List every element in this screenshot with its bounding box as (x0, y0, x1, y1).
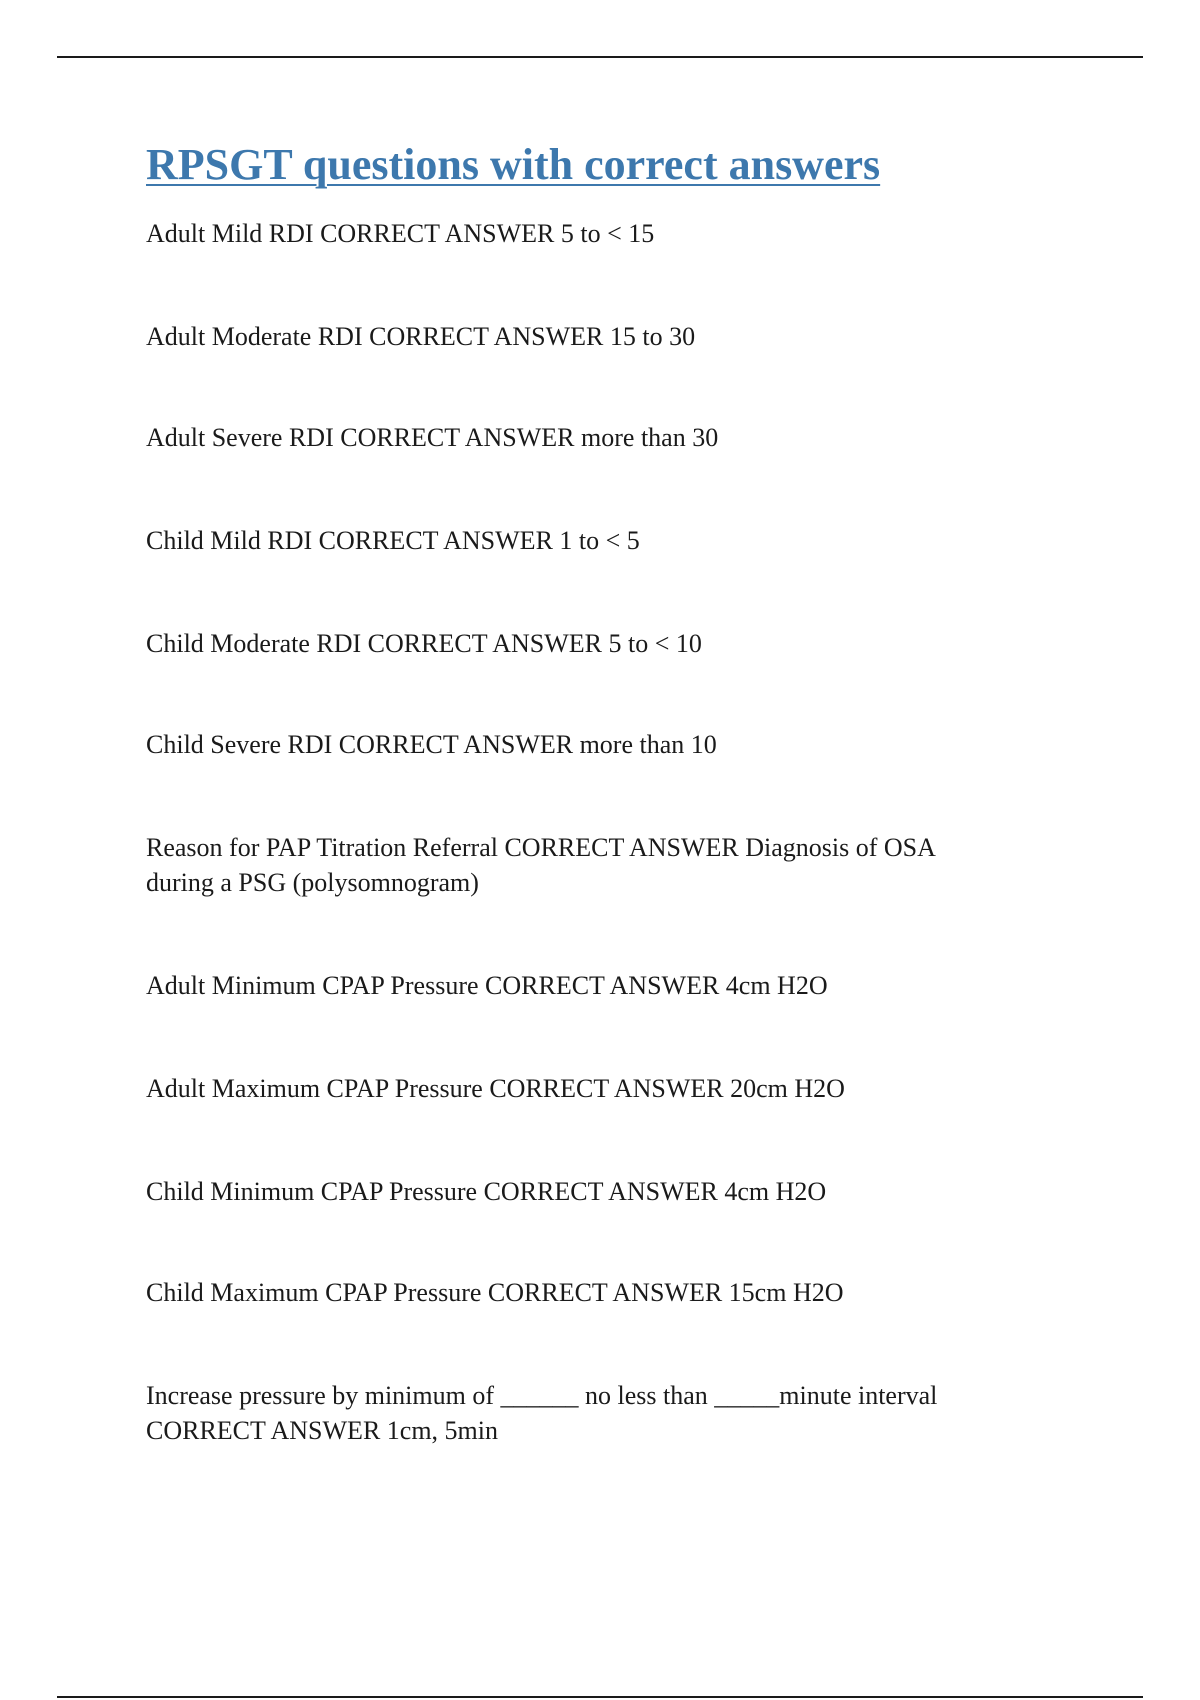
qa-line: Child Severe RDI CORRECT ANSWER more than 10 (146, 730, 717, 759)
qa-item-pressure-increase (146, 1378, 937, 1448)
footer-rule (57, 1696, 1143, 1698)
qa-line: Child Minimum CPAP Pressure CORRECT ANSWER 4cm H2O (146, 1177, 827, 1206)
qa-line: CORRECT ANSWER 1cm, 5min (146, 1416, 498, 1445)
qa-line: Adult Severe RDI CORRECT ANSWER more than 30 (146, 423, 719, 452)
qa-item-child-mild-rdi (146, 523, 640, 558)
qa-line: Adult Maximum CPAP Pressure CORRECT ANSWER 20cm H2O (146, 1074, 845, 1103)
qa-line: Child Moderate RDI CORRECT ANSWER 5 to < 10 (146, 629, 702, 658)
qa-item-child-max-cpap (146, 1275, 844, 1310)
header-rule (57, 56, 1143, 58)
qa-line: Adult Moderate RDI CORRECT ANSWER 15 to 30 (146, 322, 696, 351)
qa-item-adult-max-cpap (146, 1071, 845, 1106)
qa-line: Reason for PAP Titration Referral CORRECT ANSWER Diagnosis of OSA (146, 833, 936, 862)
qa-line: Child Mild RDI CORRECT ANSWER 1 to < 5 (146, 526, 640, 555)
qa-line: Increase pressure by minimum of ______ no less than _____minute interval (146, 1381, 938, 1410)
document-title: RPSGT questions with correct answers (146, 140, 881, 189)
qa-item-child-min-cpap (146, 1174, 826, 1209)
qa-item-adult-min-cpap (146, 968, 828, 1003)
qa-item-child-moderate-rdi (146, 626, 702, 661)
qa-item-pap-titration-referral (146, 830, 936, 900)
qa-line: during a PSG (polysomnogram) (146, 868, 479, 897)
qa-item-adult-mild-rdi (146, 216, 654, 251)
qa-line: Adult Minimum CPAP Pressure CORRECT ANSWER 4cm H2O (146, 971, 828, 1000)
qa-line: Child Maximum CPAP Pressure CORRECT ANSWER 15cm H2O (146, 1278, 844, 1307)
qa-line: Adult Mild RDI CORRECT ANSWER 5 to < 15 (146, 219, 655, 248)
qa-item-adult-moderate-rdi (146, 319, 695, 354)
qa-item-child-severe-rdi (146, 727, 717, 762)
qa-item-adult-severe-rdi (146, 420, 718, 455)
